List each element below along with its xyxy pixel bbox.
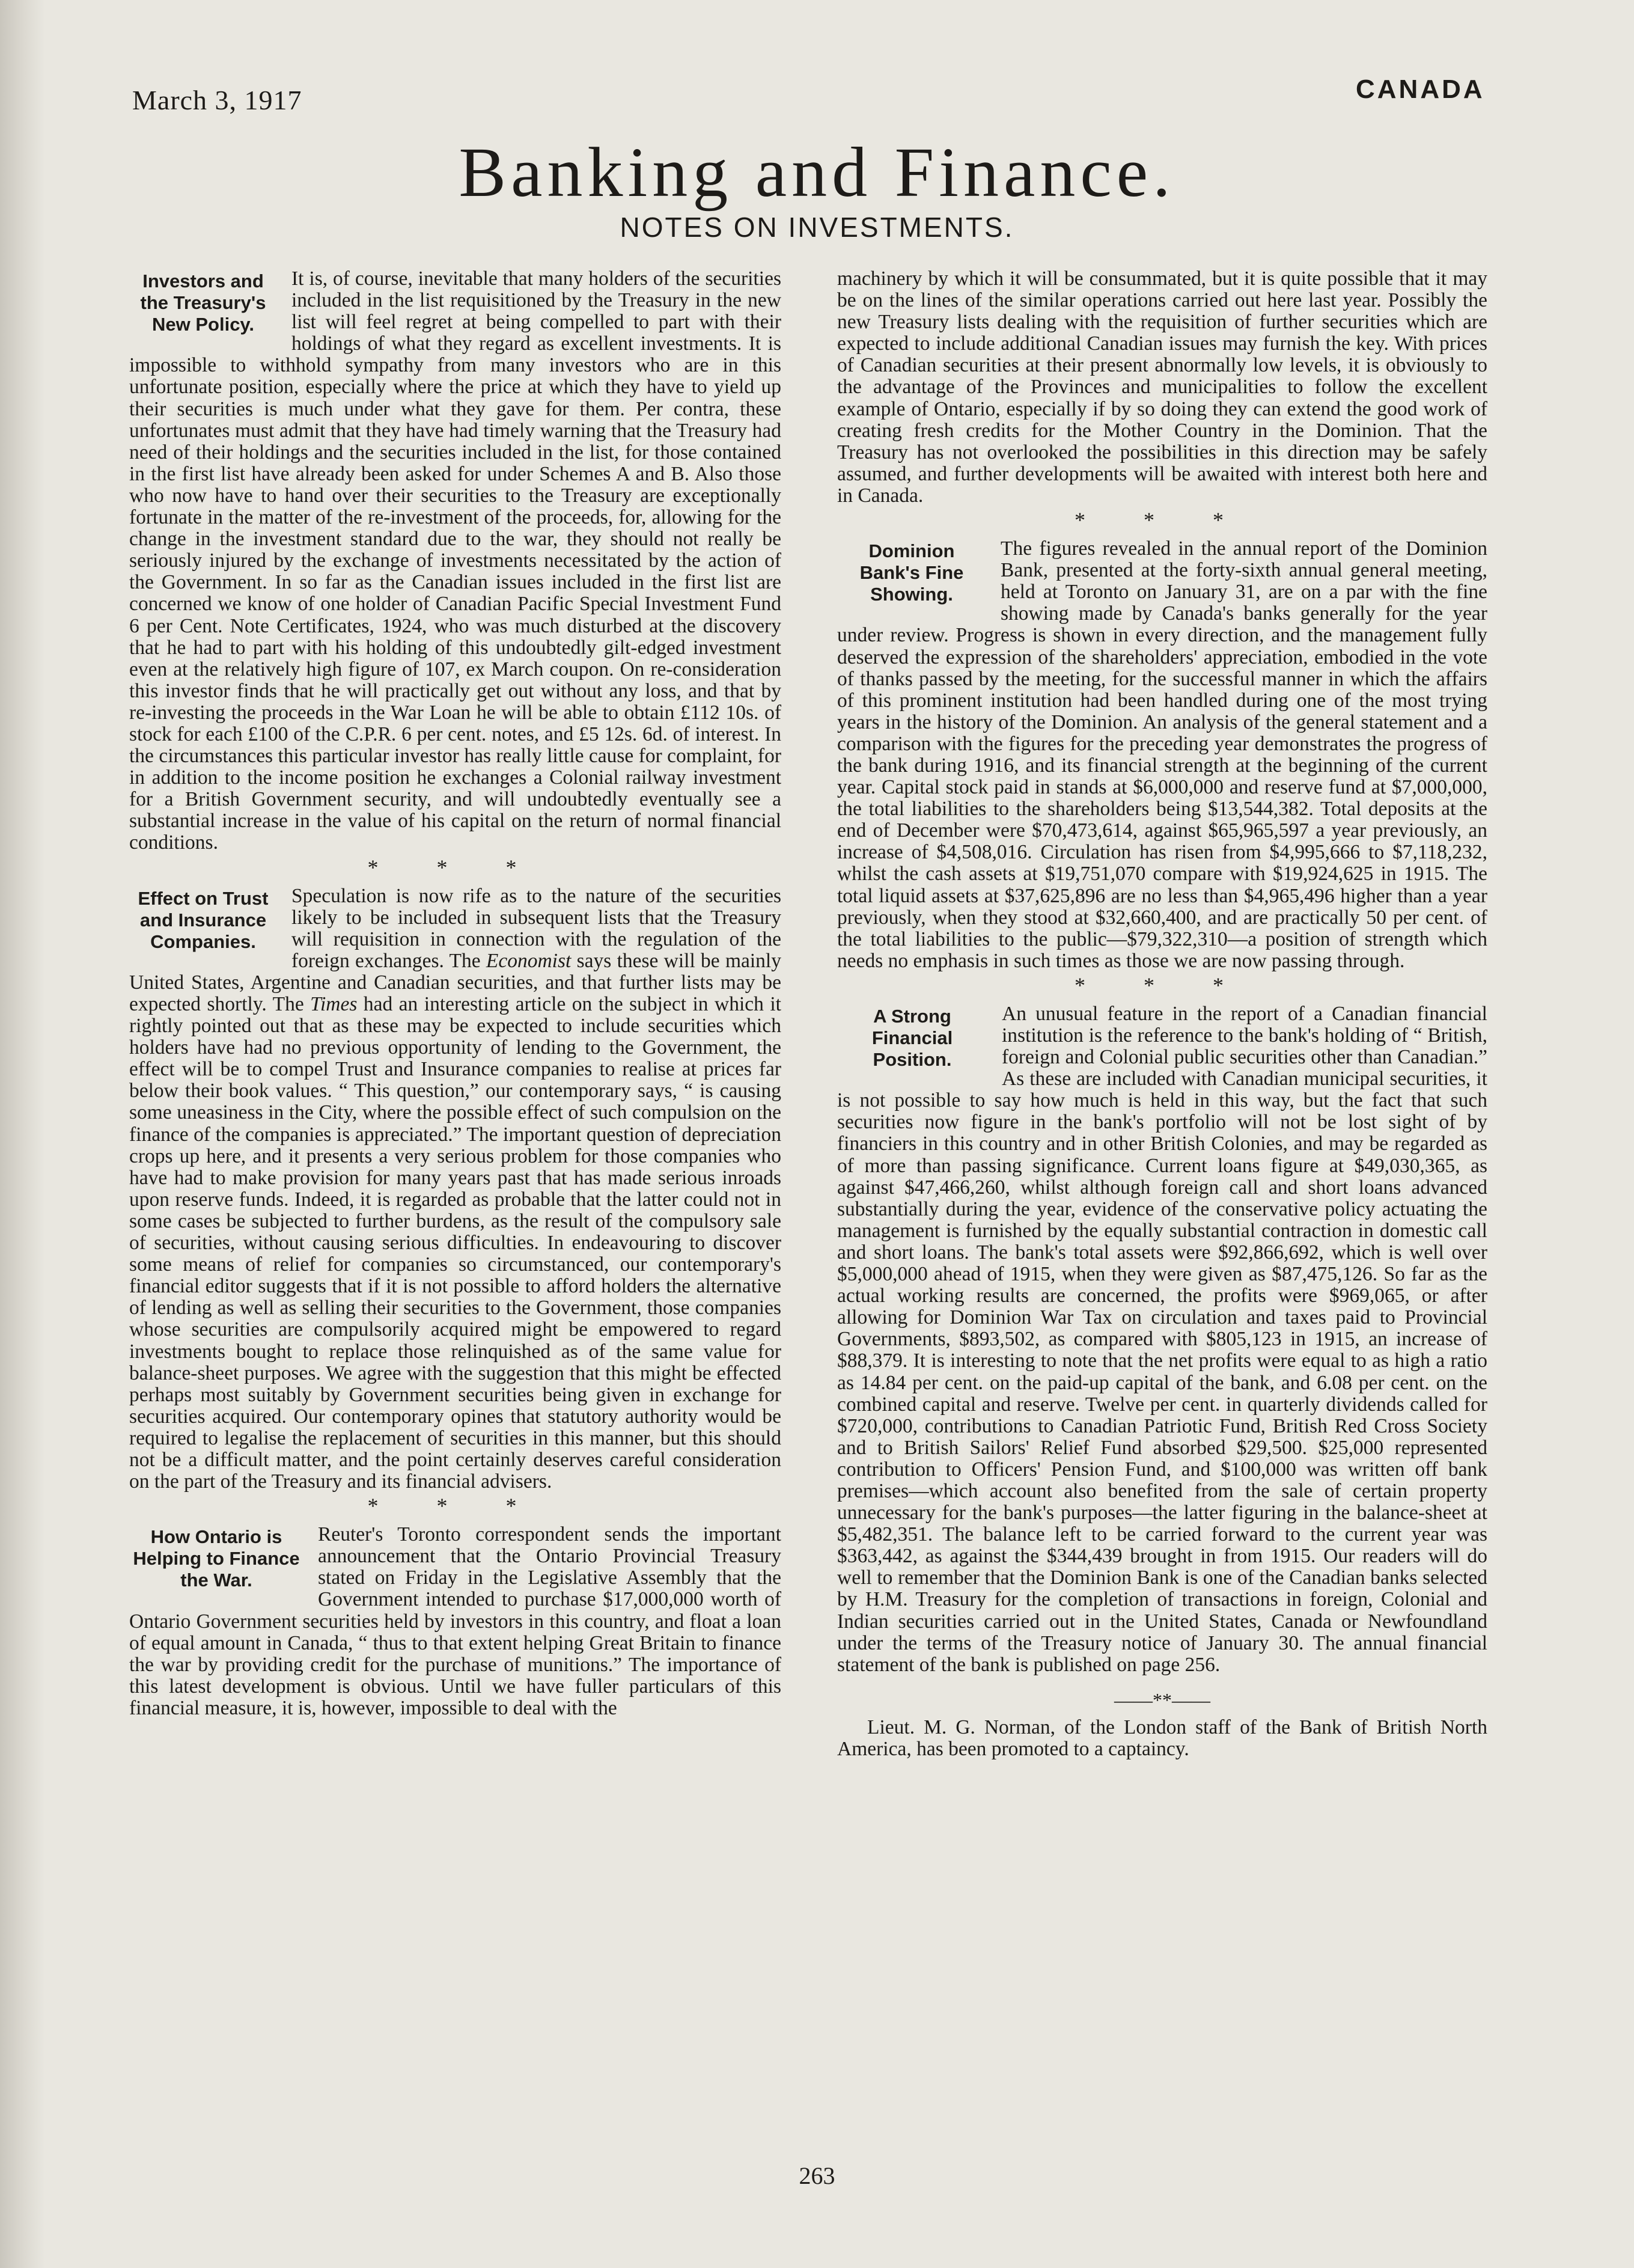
- personnel-note: Lieut. M. G. Norman, of the London staff of the Bank of British North America, has been promoted to a captaincy.: [837, 1716, 1487, 1760]
- section-separator: * * *: [1075, 973, 1250, 997]
- side-heading-trust: Effect on Trust and Insurance Companies.: [138, 887, 269, 952]
- article-strong-position: An unusual feature in the report of a Canadian financial institution is the reference to the bank's holding of “ British, foreign and Colonial public securities other than Canadian.” As these are included with Canadian municipal securities, it is not possible to say how much is held in this way, but the fact that such securities now figure in the bank's portfolio will not be lost sight of by financiers in this country and in other British Colonies, and may be regarded as of more than passing significance. Current loans figure at $49,030,365, as against $47,466,260, whilst although foreign call and short loans advanced substantially during the year, evidence of the conservative policy actuating the management is furnished by the equally substantial contraction in domestic call and short loans. The bank's total assets were $92,866,692, which is well over $5,000,000 ahead of 1915, when they were given as $87,475,126. So far as the actual working results are concerned, the profits were $969,065, or after allowing for Dominion War Tax on circulation and taxes paid to Provincial Governments, $893,502, as compared with $805,123 in 1915, an increase of $88,379. It is interesting to note that the net profits were equal to as high a ratio as 14.84 per cent. on the paid-up capital of the bank, and 6.08 per cent. on the combined capital and reserve. Twelve per cent. in quarterly dividends called for $720,000, contributions to Canadian Patriotic Fund, British Red Cross Society and to British Sailors' Relief Fund absorbed $29,500. $25,000 represented contribution to Officers' Pension Fund, and $100,000 was written off bank premises—which account also benefited from the sale of certain property unnecessary for the bank's purposes—the latter figuring in the balance-sheet at $5,482,351. The balance left to be carried forward to the current year was $363,442, as against the $344,439 brought in from 1915. Our readers will do well to remember that the Dominion Bank is one of the Canadian banks selected by H.M. Treasury for the completion of transactions in foreign, Colonial and Indian securities carried out in the United States, Canada or Newfoundland under the terms of the Treasury notice of January 30. The annual financial statement of the bank is published on page 256.: [837, 1002, 1487, 1676]
- article-trust-insurance: Speculation is now rife as to the nature of the securities likely to be included in subsequent lists that the Treasury will requisition in connection with the regulation of the foreign exchanges. The Economist says these will be mainly United States, Argentine and Canadian securities, and that further lists may be expected shortly. The Times had an interesting article on the subject in which it rightly pointed out that as these may be expected to include securities which holders have had no previous opportunity of lending to the Government, the effect will be to compel Trust and Insurance companies to realise at prices far below their book values. “ This question,” our contemporary says, “ is causing some uneasiness in the City, where the possible effect of such compulsion on the finance of the companies is appreciated.” The important question of depreciation crops up here, and it presents a very serious problem for those companies who have had to make provision for many years past that has made serious inroads upon reserve funds. Indeed, it is regarded as probable that the latter could not in some cases be subjected to further burdens, as the result of the compulsory sale of securities, without causing serious difficulties. In endeavouring to discover some means of relief for companies so circumstanced, our contemporary's financial editor suggests that if it is not possible to afford holders the alternative of lending as well as selling their securities to the Government, those companies whose securities are compulsorily acquired might be empowered to regard investments bought to replace those relinquished as of the same value for balance-sheet purposes. We agree with the suggestion that this might be effected perhaps most suitably by Government securities being given in exchange for securities acquired. Our contemporary opines that statutory authority would be required to legalise the replacement of securities in this manner, but this should not be a difficult matter, and the point certainly deserves careful consideration on the part of the Treasury and its financial advisers.: [129, 884, 781, 1493]
- article-ontario-continued: machinery by which it will be consummated, but it is quite possible that it may be on the lines of the similar operations carried out here last year. Possibly the new Treasury lists dealing with the requisition of further securities which are expected to include additional Canadian issues may furnish the key. With prices of Canadian securities at their present abnormally low levels, it is obviously to the advantage of the Provinces and municipalities to follow the excellent example of Ontario, especially if by so doing they can extend the good work of creating fresh credits for the Mother Country in the Dominion. That the Treasury has not overlooked the possibilities in this direction may be safely assumed, and further developments will be awaited with interest both here and in Canada.: [837, 267, 1487, 507]
- article-investors: It is, of course, inevitable that many holders of the securities included in the list requisitioned by the Treasury in the new list will feel regret at being compelled to part with their holdings of what they regard as excellent investments. It is impossible to withhold sympathy from many investors who are in this unfortunate position, especially where the price at which they have to yield up their securities is much under what they gave for them. Per contra, these unfortunates must admit that they have had timely warning that the Treasury had need of their holdings and the securities included in the list, for those contained in the first list have already been asked for under Schemes A and B. Also those who now have to hand over their securities to the Treasury are exceptionally fortunate in the matter of the re-investment of the proceeds, for, allowing for the change in the investment standard due to the war, they should not really be seriously injured by the exchange of investments necessitated by the action of the Government. In so far as the Canadian issues included in the first list are concerned we know of one holder of Canadian Pacific Special Investment Fund 6 per Cent. Note Certificates, 1924, who was much disturbed at the discovery that he had to part with his holding of this undoubtedly gilt-edged investment even at the relatively high figure of 107, ex March coupon. On re-consideration this investor finds that he will practically get out without any loss, and that by re-investing the proceeds in the War Loan he will be able to obtain £112 10s. of stock for each £100 of the C.P.R. 6 per cent. notes, and £5 12s. 6d. of interest. In the circumstances this particular investor has really little cause for complaint, for in addition to the income position he exchanges a Colonial railway investment for a British Government security, and will undoubtedly eventually see a substantial increase in the value of his capital on the return of normal financial conditions.: [129, 267, 781, 854]
- right-column: [837, 268, 1487, 1760]
- article-dominion-bank: The figures revealed in the annual report of the Dominion Bank, presented at the forty-sixth annual general meeting, held at Toronto on January 31, are on a par with the fine showing made by Canada's banks generally for the year under review. Progress is shown in every direction, and the management fully deserved the expression of the shareholders' appreciation, embodied in the vote of thanks passed by the meeting, for the successful manner in which the affairs of this prominent institution had been handled during one of the most trying years in the history of the Dominion. An analysis of the general statement and a comparison with the figures for the preceding year demonstrates the progress of the bank during 1916, and its financial strength at the beginning of the current year. Capital stock paid in stands at $6,000,000 and reserve fund at $7,000,000, the total liabilities to the shareholders being $13,544,382. Total deposits at the end of December were $70,473,614, against $65,965,597 a year previously, an increase of $4,508,016. Circulation has risen from $4,995,666 to $7,118,232, whilst the cash assets at $19,751,070 compare with $19,924,625 in 1915. The total liquid assets at $37,625,896 are no less than $4,965,496 higher than a year previously, when they stood at $32,660,400, and are practically 50 per cent. of the total liabilities to the public—$79,322,310—a position of strength which needs no emphasis in such times as those we are now passing through.: [837, 537, 1487, 972]
- page-title: Banking and Finance.: [459, 133, 1175, 212]
- side-heading-dominion-bank: Dominion Bank's Fine Showing.: [859, 540, 964, 605]
- side-heading-investors: Investors and the Treasury's New Policy.: [140, 271, 266, 335]
- side-heading-ontario: How Ontario is Helping to Finance the War.: [133, 1526, 300, 1591]
- times-title: Times: [310, 993, 358, 1015]
- issue-date: March 3, 1917: [132, 85, 302, 115]
- page-number: 263: [799, 2162, 835, 2189]
- economist-title: Economist: [486, 949, 572, 972]
- publication-name: CANADA: [1356, 75, 1485, 104]
- article-ontario: Reuter's Toronto correspondent sends the important announcement that the Ontario Provincial Treasury stated on Friday in the Legislative Assembly that the Government intended to purchase $17,000,000 worth of Ontario Government securities held by investors in this country, and float a loan of equal amount in Canada, “ thus to that extent helping Great Britain to finance the war by providing credit for the purchase of munitions.” The importance of this latest development is obvious. Until we have fuller particulars of this financial measure, it is, however, impossible to deal with the: [129, 1523, 781, 1719]
- left-column: [129, 268, 781, 1719]
- binding-gutter: [0, 0, 45, 2268]
- section-separator: * * *: [367, 1494, 543, 1518]
- side-heading-strong-position: A Strong Financial Position.: [871, 1005, 953, 1070]
- section-separator: * * *: [367, 855, 543, 879]
- section-separator: * * *: [1075, 508, 1250, 533]
- page-subtitle: NOTES ON INVESTMENTS.: [620, 212, 1014, 243]
- note-separator: ——**——: [1114, 1689, 1210, 1711]
